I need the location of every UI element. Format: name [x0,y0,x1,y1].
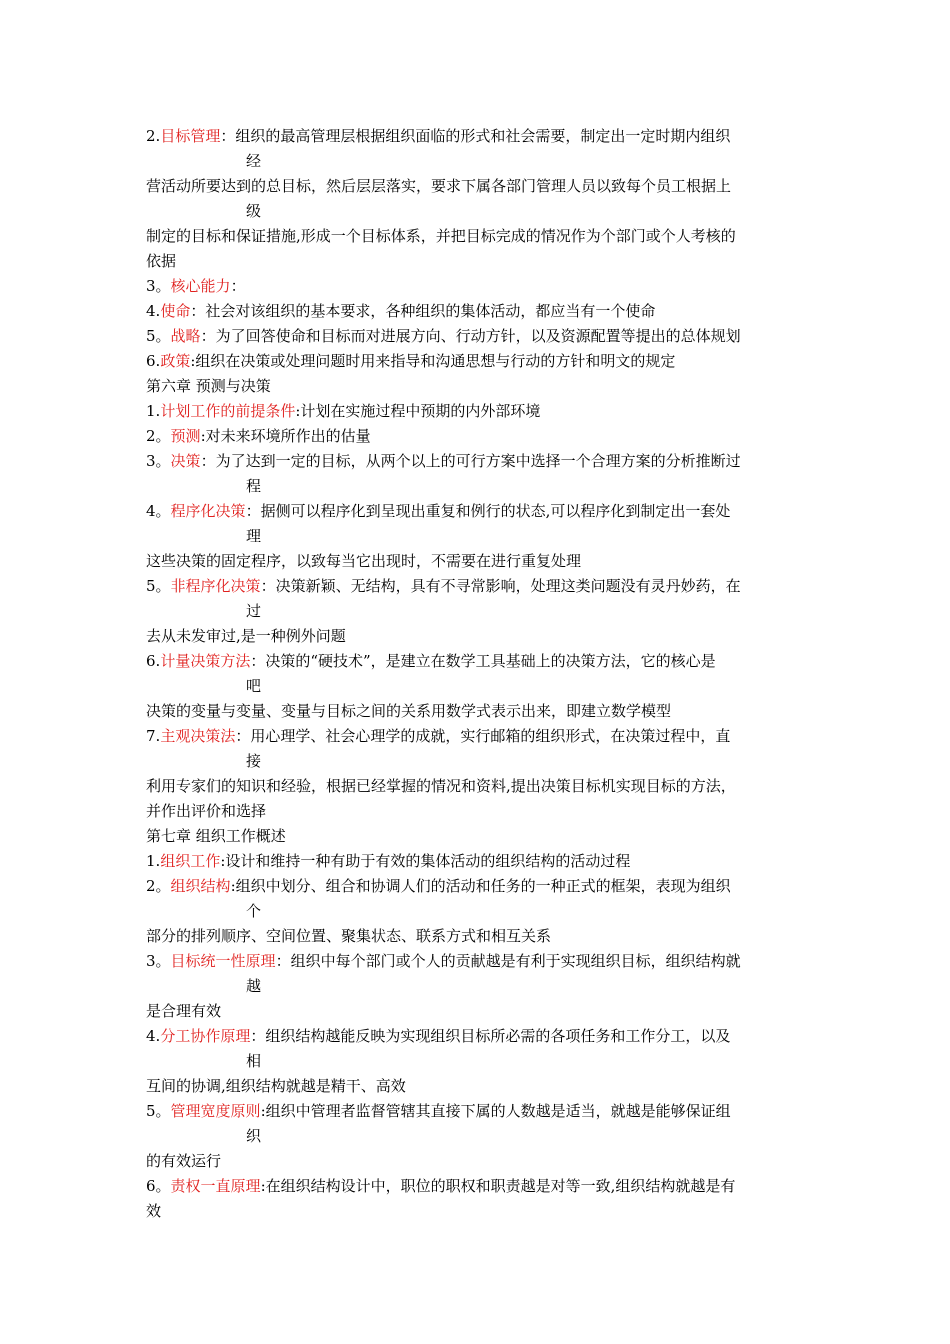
item-number: 3。 [146,452,171,470]
text-line [146,774,816,799]
term: 计划工作的前提条件 [160,402,296,420]
text-line [146,174,816,199]
text-line [246,674,916,699]
item-number: 5。 [146,1102,171,1120]
item-number: 5。 [146,327,171,345]
text-line [146,299,816,324]
item-number: 4。 [146,502,171,520]
text-line [146,224,816,249]
text-line [146,574,816,599]
term: 政策 [160,352,191,370]
text-line [146,249,816,274]
definition-text: ：决策的“硬技术”，是建立在数学工具基础上的决策方法，它的核心是 [250,652,716,670]
item-number: 6. [146,652,161,670]
text-line [246,899,916,924]
definition-text: 利用专家们的知识和经验，根据已经掌握的情况和资料,提出决策目标机实现目标的方法， [146,777,736,795]
definition-text: ：据侧可以程序化到呈现出重复和例行的状态,可以程序化到制定出一套处 [245,502,731,520]
definition-text: :组织中管理者监督管辖其直接下属的人数越是适当，就越是能够保证组 [260,1102,731,1120]
definition-text: ：组织的最高管理层根据组织面临的形式和社会需要，制定出一定时期内组织 [220,127,731,145]
text-line [246,524,916,549]
term: 管理宽度原则 [170,1102,261,1120]
text-line [246,974,916,999]
term: 使命 [160,302,191,320]
definition-text: 去从未发审过,是一种例外问题 [146,627,346,645]
definition-text: 的有效运行 [146,1152,222,1170]
text-line [146,999,816,1024]
definition-text: 依据 [146,252,177,270]
item-number: 2。 [146,427,171,445]
text-line [246,1124,916,1149]
text-line [146,1199,816,1224]
item-number: 4. [146,302,161,320]
definition-text: ：为了达到一定的目标，从两个以上的可行方案中选择一个合理方案的分析推断过 [200,452,741,470]
term: 主观决策法 [160,727,236,745]
definition-text: ：用心理学、社会心理学的成就，实行邮箱的组织形式，在决策过程中，直 [235,727,731,745]
definition-text: ：组织结构越能反映为实现组织目标所必需的各项任务和工作分工，以及 [250,1027,731,1045]
definition-text: 程 [246,477,262,495]
term: 核心能力 [170,277,231,295]
definition-text: ：社会对该组织的基本要求，各种组织的集体活动，都应当有一个使命 [190,302,656,320]
item-number: 1. [146,402,161,420]
text-line [146,424,816,449]
definition-text: ：组织中每个部门或个人的贡献越是有利于实现组织目标，组织结构就 [275,952,741,970]
definition-text: 级 [246,202,262,220]
text-line [146,1099,816,1124]
text-line [146,1174,816,1199]
definition-text: 决策的变量与变量、变量与目标之间的关系用数学式表示出来，即建立数学模型 [146,702,672,720]
chapter-heading [146,824,816,849]
text-line [146,624,816,649]
definition-text: 营活动所要达到的总目标，然后层层落实，要求下属各部门管理人员以致每个员工根据上 [146,177,732,195]
text-line [146,1024,816,1049]
definition-text: 吧 [246,677,262,695]
chapter-heading-text: 第七章 组织工作概述 [146,827,286,845]
text-line [146,874,816,899]
text-line [146,949,816,974]
term: 目标统一性原理 [170,952,276,970]
definition-text: 相 [246,1052,262,1070]
text-line [146,549,816,574]
definition-text: 理 [246,527,262,545]
term: 目标管理 [160,127,221,145]
definition-text: ：决策新颖、无结构，具有不寻常影响，处理这类问题没有灵丹妙药，在 [260,577,741,595]
definition-text: 经 [246,152,262,170]
definition-text: ：为了回答使命和目标而对进展方向、行动方针，以及资源配置等提出的总体规划 [200,327,741,345]
definition-text: :组织中划分、组合和协调人们的活动和任务的一种正式的框架，表现为组织 [230,877,731,895]
definition-text: 接 [246,752,262,770]
text-line [246,199,916,224]
item-number: 3。 [146,277,171,295]
text-line [146,924,816,949]
text-line [146,799,816,824]
item-number: 3。 [146,952,171,970]
item-number: 6. [146,352,161,370]
term: 责权一直原理 [170,1177,261,1195]
definition-text: :在组织结构设计中，职位的职权和职责越是对等一致,组织结构就越是有 [260,1177,736,1195]
term: 程序化决策 [170,502,246,520]
text-line [246,1049,916,1074]
term: 预测 [170,427,201,445]
term: 非程序化决策 [170,577,261,595]
text-line [146,1074,816,1099]
definition-text: ： [230,277,246,295]
term: 分工协作原理 [160,1027,251,1045]
item-number: 2。 [146,877,171,895]
item-number: 7. [146,727,161,745]
text-line [146,324,816,349]
definition-text: :对未来环境所作出的估量 [200,427,371,445]
text-line [246,474,916,499]
text-line [146,124,816,149]
term: 组织结构 [170,877,231,895]
definition-text: 并作出评价和选择 [146,802,267,820]
text-line [146,399,816,424]
item-number: 2. [146,127,161,145]
definition-text: :组织在决策或处理问题时用来指导和沟通思想与行动的方针和明文的规定 [190,352,676,370]
definition-text: 效 [146,1202,162,1220]
text-line [246,599,916,624]
definition-text: 互间的协调,组织结构就越是精干、高效 [146,1077,406,1095]
text-line [146,1149,816,1174]
definition-text: 制定的目标和保证措施,形成一个目标体系，并把目标完成的情况作为个部门或个人考核的 [146,227,736,245]
text-line [146,699,816,724]
text-line [146,274,816,299]
definition-text: :设计和维持一种有助于有效的集体活动的组织结构的活动过程 [220,852,631,870]
definition-text: 这些决策的固定程序，以致每当它出现时，不需要在进行重复处理 [146,552,582,570]
item-number: 5。 [146,577,171,595]
text-line [146,499,816,524]
text-line [146,449,816,474]
item-number: 1. [146,852,161,870]
chapter-heading-text: 第六章 预测与决策 [146,377,271,395]
term: 决策 [170,452,201,470]
item-number: 6。 [146,1177,171,1195]
term: 计量决策方法 [160,652,251,670]
term: 战略 [170,327,201,345]
text-line [146,849,816,874]
definition-text: 是合理有效 [146,1002,222,1020]
definition-text: :计划在实施过程中预期的内外部环境 [295,402,541,420]
definition-text: 个 [246,902,262,920]
definition-text: 过 [246,602,262,620]
term: 组织工作 [160,852,221,870]
text-line [146,724,816,749]
item-number: 4. [146,1027,161,1045]
definition-text: 越 [246,977,262,995]
text-line [146,649,816,674]
definition-text: 织 [246,1127,262,1145]
chapter-heading [146,374,816,399]
text-line [146,349,816,374]
text-line [246,149,916,174]
definition-text: 部分的排列顺序、空间位置、聚集状态、联系方式和相互关系 [146,927,552,945]
text-line [246,749,916,774]
